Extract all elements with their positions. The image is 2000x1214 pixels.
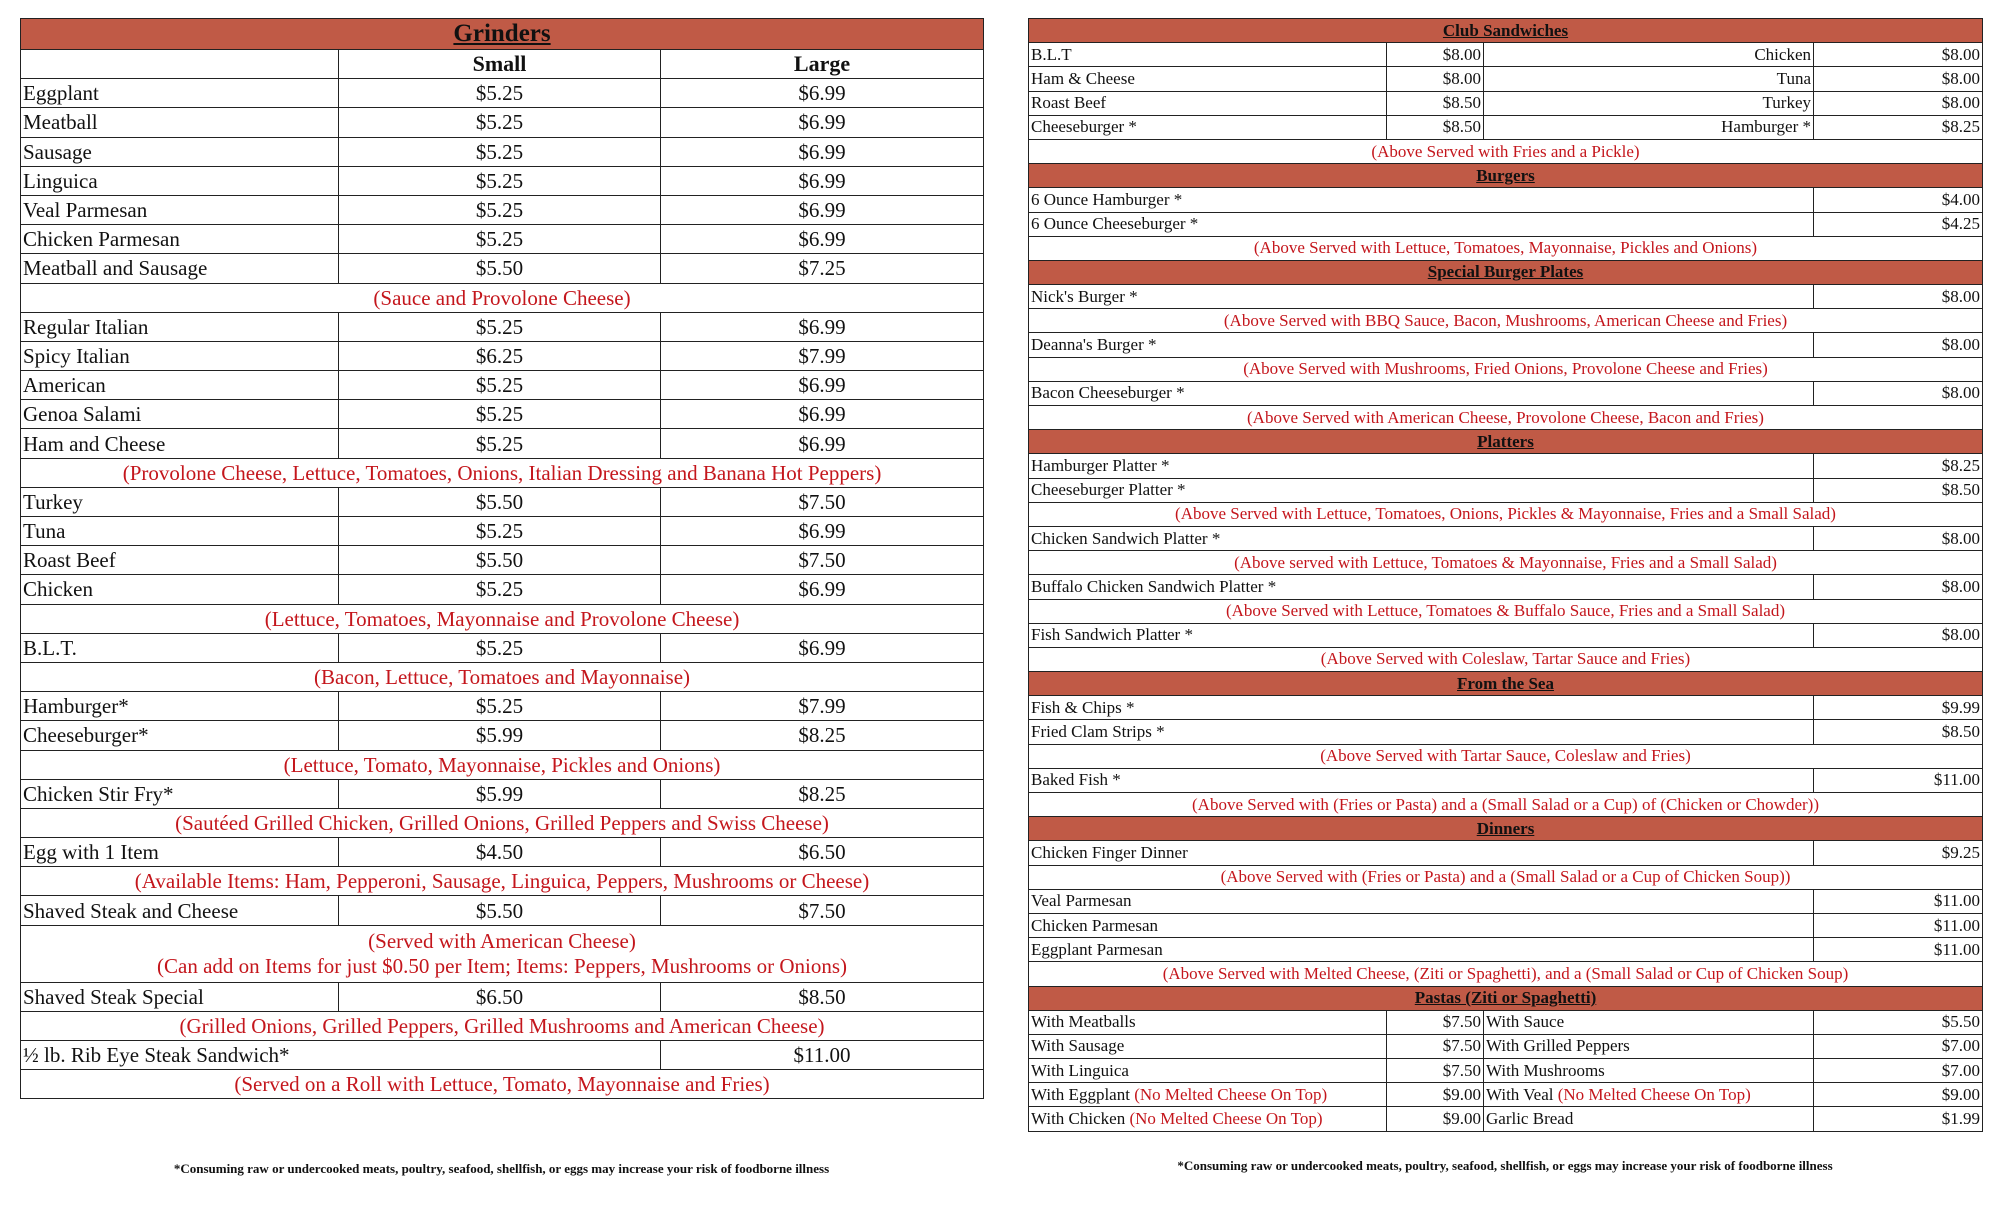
item-name: Veal Parmesan <box>1029 889 1814 913</box>
single-item-row <box>1029 285 1983 309</box>
served-with-note-row <box>1029 309 1983 333</box>
grinder-item-row <box>21 838 984 867</box>
item-name: Chicken Sandwich Platter * <box>1029 526 1814 550</box>
large-price: $6.99 <box>661 575 984 604</box>
item-price: $8.50 <box>1814 720 1983 744</box>
large-price: $7.99 <box>661 341 984 370</box>
item-price: $11.00 <box>1814 768 1983 792</box>
ingredients-note: (Grilled Onions, Grilled Peppers, Grilled Mushrooms and American Cheese) <box>21 1011 984 1040</box>
section-title <box>1029 430 1983 454</box>
ingredients-note: (Provolone Cheese, Lettuce, Tomatoes, Onions, Italian Dressing and Banana Hot Peppers) <box>21 458 984 487</box>
large-price: $6.99 <box>661 166 984 195</box>
served-with-note: (Above Served with Lettuce, Tomatoes & Buffalo Sauce, Fries and a Small Salad) <box>1029 599 1983 623</box>
note-line: (Can add on Items for just $0.50 per Item; Items: Peppers, Mushrooms or Onions) <box>157 953 848 978</box>
blank-header-cell <box>21 50 339 79</box>
large-price: $7.25 <box>661 254 984 283</box>
grinder-item-row <box>21 982 984 1011</box>
served-with-note: (Above Served with Fries and a Pickle) <box>1029 139 1983 163</box>
grinder-item-row <box>21 79 984 108</box>
single-item-row <box>1029 526 1983 550</box>
section-header-row <box>1029 19 1983 43</box>
two-item-row <box>1029 115 1983 139</box>
item-price: $7.50 <box>1387 1059 1484 1083</box>
section-title <box>1029 164 1983 188</box>
large-price: $7.50 <box>661 896 984 925</box>
item-name: Shaved Steak and Cheese <box>21 896 339 925</box>
note-line: (Served with American Cheese) <box>368 928 636 953</box>
item-price: $8.50 <box>1387 115 1484 139</box>
single-item-row <box>1029 212 1983 236</box>
item-name: ½ lb. Rib Eye Steak Sandwich* <box>21 1041 661 1070</box>
item-price: $9.25 <box>1814 841 1983 865</box>
ingredients-note: (Lettuce, Tomato, Mayonnaise, Pickles and Onions) <box>21 750 984 779</box>
grinders-column-header-row <box>21 50 984 79</box>
two-item-row <box>1029 1107 1983 1131</box>
grinders-note-row <box>21 867 984 896</box>
item-name: Buffalo Chicken Sandwich Platter * <box>1029 575 1814 599</box>
item-price: $4.00 <box>1814 188 1983 212</box>
item-price: $8.00 <box>1814 381 1983 405</box>
item-price: $8.00 <box>1814 43 1983 67</box>
item-label: With Chicken <box>1031 1109 1126 1129</box>
small-price: $5.50 <box>339 254 661 283</box>
item-name: Chicken Finger Dinner <box>1029 841 1814 865</box>
large-price: $6.99 <box>661 195 984 224</box>
item-label: With Meatballs <box>1031 1012 1136 1032</box>
section-title-text: Club Sandwiches <box>1442 20 1569 40</box>
item-name: Eggplant Parmesan <box>1029 938 1814 962</box>
item-name: Linguica <box>21 166 339 195</box>
item-price: $9.00 <box>1387 1107 1484 1131</box>
section-title-text: Platters <box>1477 431 1534 451</box>
section-header-row <box>1029 430 1983 454</box>
item-name <box>1029 1034 1387 1058</box>
sandwiches-dinners-menu <box>1028 18 1982 1132</box>
single-item-row <box>1029 696 1983 720</box>
item-label: With Sauce <box>1486 1012 1565 1032</box>
item-name <box>1484 1107 1814 1131</box>
item-name <box>1484 1034 1814 1058</box>
item-price: $8.25 <box>1814 115 1983 139</box>
item-name <box>1029 1083 1387 1107</box>
served-with-note: (Above Served with (Fries or Pasta) and a (Small Salad or a Cup) of (Chicken or Chowder)) <box>1029 793 1983 817</box>
section-title <box>1029 817 1983 841</box>
small-price: $5.25 <box>339 108 661 137</box>
ingredients-note: (Served on a Roll with Lettuce, Tomato, Mayonnaise and Fries) <box>21 1070 984 1099</box>
small-price: $5.25 <box>339 371 661 400</box>
section-header-row <box>1029 672 1983 696</box>
served-with-note: (Above Served with Tartar Sauce, Coleslaw and Fries) <box>1029 744 1983 768</box>
item-price: $7.00 <box>1814 1059 1983 1083</box>
grinders-title-text: Grinders <box>453 20 551 47</box>
small-price: $5.25 <box>339 195 661 224</box>
large-price: $6.50 <box>661 838 984 867</box>
grinder-item-row <box>21 108 984 137</box>
small-column-header: Small <box>339 50 661 79</box>
item-note: (No Melted Cheese On Top) <box>1129 1084 1328 1104</box>
single-item-row <box>1029 768 1983 792</box>
item-name <box>1029 43 1387 67</box>
section-title <box>1029 260 1983 284</box>
small-price: $5.25 <box>339 575 661 604</box>
grinders-title <box>21 19 984 50</box>
section-header-row <box>1029 986 1983 1010</box>
single-item-row <box>1029 913 1983 937</box>
served-with-note: (Above Served with (Fries or Pasta) and a (Small Salad or a Cup of Chicken Soup)) <box>1029 865 1983 889</box>
grinders-menu <box>20 18 983 1099</box>
item-name: Tuna <box>21 517 339 546</box>
served-with-note-row <box>1029 357 1983 381</box>
item-price: $8.00 <box>1814 91 1983 115</box>
grinders-note-row <box>21 808 984 837</box>
single-item-row <box>1029 575 1983 599</box>
served-with-note-row <box>1029 793 1983 817</box>
item-name <box>1484 1059 1814 1083</box>
item-name <box>1484 1010 1814 1034</box>
item-name: Hamburger* <box>21 692 339 721</box>
large-price: $8.25 <box>661 779 984 808</box>
item-label: Turkey <box>1762 93 1811 113</box>
footnote-left: *Consuming raw or undercooked meats, poultry, seafood, shellfish, or eggs may increase your risk of foodborne illness <box>173 1161 830 1176</box>
item-price: $4.25 <box>1814 212 1983 236</box>
grinder-item-row <box>21 195 984 224</box>
two-item-row <box>1029 1034 1983 1058</box>
item-name: Hamburger Platter * <box>1029 454 1814 478</box>
item-note: (No Melted Cheese On Top) <box>1125 1109 1323 1129</box>
section-title <box>1029 986 1983 1010</box>
item-label: With Veal <box>1486 1084 1554 1104</box>
item-name: Bacon Cheeseburger * <box>1029 381 1814 405</box>
grinder-item-row <box>21 721 984 750</box>
served-with-note-row <box>1029 962 1983 986</box>
single-item-row <box>1029 938 1983 962</box>
served-with-note-row <box>1029 236 1983 260</box>
item-name <box>1484 115 1814 139</box>
grinder-item-row <box>21 166 984 195</box>
item-name: Ham and Cheese <box>21 429 339 458</box>
large-price: $6.99 <box>661 633 984 662</box>
single-item-row <box>1029 720 1983 744</box>
item-name: Regular Italian <box>21 312 339 341</box>
item-name: Sausage <box>21 137 339 166</box>
item-name <box>1484 1083 1814 1107</box>
item-price: $9.00 <box>1387 1083 1484 1107</box>
item-name: Fried Clam Strips * <box>1029 720 1814 744</box>
grinder-item-row <box>21 487 984 516</box>
right-menu-table <box>1028 18 1983 1132</box>
served-with-note: (Above Served with BBQ Sauce, Bacon, Mushrooms, American Cheese and Fries) <box>1029 309 1983 333</box>
item-label: Garlic Bread <box>1486 1109 1574 1129</box>
section-header-row <box>1029 260 1983 284</box>
section-title-text: Special Burger Plates <box>1427 262 1584 282</box>
item-label: With Mushrooms <box>1486 1060 1605 1080</box>
large-column-header: Large <box>661 50 984 79</box>
item-label: Roast Beef <box>1031 93 1107 113</box>
item-price: $9.00 <box>1814 1083 1983 1107</box>
item-name: B.L.T. <box>21 633 339 662</box>
small-price: $5.25 <box>339 633 661 662</box>
small-price: $5.25 <box>339 517 661 546</box>
small-price: $5.25 <box>339 692 661 721</box>
item-price: $8.50 <box>1814 478 1983 502</box>
item-name: Meatball <box>21 108 339 137</box>
section-title <box>1029 672 1983 696</box>
item-label: B.L.T <box>1031 44 1072 64</box>
grinders-note-row <box>21 1011 984 1040</box>
served-with-note: (Above Served with Lettuce, Tomatoes, Onions, Pickles & Mayonnaise, Fries and a Small Salad) <box>1029 502 1983 526</box>
grinders-note-row <box>21 283 984 312</box>
item-price: $8.00 <box>1814 623 1983 647</box>
grinder-item-row <box>21 517 984 546</box>
grinders-header-row <box>21 19 984 50</box>
grinders-note-row <box>21 604 984 633</box>
section-title-text: Burgers <box>1476 165 1535 185</box>
served-with-note: (Above Served with American Cheese, Provolone Cheese, Bacon and Fries) <box>1029 406 1983 430</box>
served-with-note-row <box>1029 502 1983 526</box>
large-price: $6.99 <box>661 517 984 546</box>
small-price: $5.25 <box>339 429 661 458</box>
item-name: Genoa Salami <box>21 400 339 429</box>
two-item-row <box>1029 1010 1983 1034</box>
grinders-note-row <box>21 458 984 487</box>
footnote-right: *Consuming raw or undercooked meats, poultry, seafood, shellfish, or eggs may increase your risk of foodborne illness <box>1177 1158 1833 1173</box>
large-price: $6.99 <box>661 225 984 254</box>
item-label: With Linguica <box>1031 1060 1129 1080</box>
large-price: $6.99 <box>661 108 984 137</box>
ingredients-note: (Available Items: Ham, Pepperoni, Sausage, Linguica, Peppers, Mushrooms or Cheese) <box>21 867 984 896</box>
item-price: $5.50 <box>1814 1010 1983 1034</box>
item-name <box>1029 91 1387 115</box>
grinder-item-row <box>21 692 984 721</box>
item-label: Cheeseburger * <box>1031 117 1137 137</box>
single-item-row <box>1029 478 1983 502</box>
item-name <box>1029 67 1387 91</box>
served-with-note: (Above served with Lettuce, Tomatoes & Mayonnaise, Fries and a Small Salad) <box>1029 551 1983 575</box>
item-name: Spicy Italian <box>21 341 339 370</box>
large-price: $6.99 <box>661 371 984 400</box>
item-name: Shaved Steak Special <box>21 982 339 1011</box>
small-price: $5.25 <box>339 312 661 341</box>
single-item-row <box>1029 333 1983 357</box>
grinder-item-row <box>21 137 984 166</box>
item-name: Deanna's Burger * <box>1029 333 1814 357</box>
ingredients-note: (Sautéed Grilled Chicken, Grilled Onions, Grilled Peppers and Swiss Cheese) <box>21 808 984 837</box>
item-name: Cheeseburger* <box>21 721 339 750</box>
item-price: $8.25 <box>1814 454 1983 478</box>
large-price: $11.00 <box>661 1041 984 1070</box>
grinder-item-row <box>21 341 984 370</box>
grinder-item-row <box>21 429 984 458</box>
item-price: $8.00 <box>1814 285 1983 309</box>
served-with-note-row <box>1029 599 1983 623</box>
small-price: $5.99 <box>339 721 661 750</box>
item-label: With Eggplant <box>1031 1084 1130 1104</box>
section-title-text: From the Sea <box>1457 673 1554 693</box>
section-title-text: Dinners <box>1476 818 1535 838</box>
small-price: $5.50 <box>339 487 661 516</box>
small-price: $5.25 <box>339 166 661 195</box>
grinders-note-row <box>21 925 984 982</box>
item-name: Turkey <box>21 487 339 516</box>
ingredients-note: (Lettuce, Tomatoes, Mayonnaise and Provolone Cheese) <box>21 604 984 633</box>
item-label: With Sausage <box>1031 1036 1125 1056</box>
item-name: Eggplant <box>21 79 339 108</box>
served-with-note: (Above Served with Coleslaw, Tartar Sauce and Fries) <box>1029 647 1983 671</box>
item-name: Chicken Stir Fry* <box>21 779 339 808</box>
ingredients-note: (Bacon, Lettuce, Tomatoes and Mayonnaise) <box>21 662 984 691</box>
served-with-note-row <box>1029 139 1983 163</box>
small-price: $6.25 <box>339 341 661 370</box>
item-name: American <box>21 371 339 400</box>
item-label: Chicken <box>1754 44 1811 64</box>
item-name: Chicken Parmesan <box>21 225 339 254</box>
item-name: Cheeseburger Platter * <box>1029 478 1814 502</box>
item-name <box>1029 1059 1387 1083</box>
item-price: $8.00 <box>1814 333 1983 357</box>
two-item-row <box>1029 43 1983 67</box>
grinder-item-row <box>21 312 984 341</box>
served-with-note-row <box>1029 865 1983 889</box>
two-item-row <box>1029 1059 1983 1083</box>
small-price: $5.50 <box>339 896 661 925</box>
large-price: $6.99 <box>661 400 984 429</box>
served-with-note-row <box>1029 647 1983 671</box>
small-price: $5.25 <box>339 225 661 254</box>
single-item-row <box>1029 454 1983 478</box>
large-price: $7.50 <box>661 546 984 575</box>
item-name: Fish & Chips * <box>1029 696 1814 720</box>
large-price: $8.25 <box>661 721 984 750</box>
large-price: $6.99 <box>661 312 984 341</box>
large-price: $6.99 <box>661 429 984 458</box>
item-price: $11.00 <box>1814 889 1983 913</box>
grinders-table <box>20 18 984 1099</box>
served-with-note-row <box>1029 551 1983 575</box>
grinder-item-row <box>21 896 984 925</box>
item-price: $1.99 <box>1814 1107 1983 1131</box>
large-price: $7.50 <box>661 487 984 516</box>
large-price: $7.99 <box>661 692 984 721</box>
item-name <box>1029 1107 1387 1131</box>
item-price: $8.00 <box>1814 575 1983 599</box>
grinder-item-row <box>21 575 984 604</box>
item-name: Egg with 1 Item <box>21 838 339 867</box>
grinder-item-row <box>21 371 984 400</box>
grinders-note-row <box>21 750 984 779</box>
item-name <box>1484 43 1814 67</box>
item-price: $8.00 <box>1814 526 1983 550</box>
grinders-note-row <box>21 662 984 691</box>
single-item-row <box>1029 889 1983 913</box>
small-price: $6.50 <box>339 982 661 1011</box>
single-item-row <box>1029 841 1983 865</box>
small-price: $5.25 <box>339 400 661 429</box>
item-price: $11.00 <box>1814 913 1983 937</box>
item-price: $7.50 <box>1387 1010 1484 1034</box>
item-price: $8.00 <box>1387 67 1484 91</box>
item-name: Chicken Parmesan <box>1029 913 1814 937</box>
item-price: $8.00 <box>1387 43 1484 67</box>
item-name: 6 Ounce Hamburger * <box>1029 188 1814 212</box>
grinders-note-row <box>21 1070 984 1099</box>
grinder-item-row <box>21 225 984 254</box>
item-price: $7.50 <box>1387 1034 1484 1058</box>
large-price: $6.99 <box>661 79 984 108</box>
small-price: $5.25 <box>339 79 661 108</box>
item-label: With Grilled Peppers <box>1486 1036 1630 1056</box>
item-name <box>1484 67 1814 91</box>
served-with-note: (Above Served with Mushrooms, Fried Onions, Provolone Cheese and Fries) <box>1029 357 1983 381</box>
item-price: $7.00 <box>1814 1034 1983 1058</box>
single-item-row <box>1029 381 1983 405</box>
section-title-text: Pastas (Ziti or Spaghetti) <box>1414 988 1597 1008</box>
item-price: $8.00 <box>1814 67 1983 91</box>
section-header-row <box>1029 164 1983 188</box>
item-name <box>1029 1010 1387 1034</box>
item-name: Chicken <box>21 575 339 604</box>
item-name: Baked Fish * <box>1029 768 1814 792</box>
served-with-note-row <box>1029 406 1983 430</box>
item-name: Veal Parmesan <box>21 195 339 224</box>
single-item-row <box>1029 188 1983 212</box>
small-price: $5.50 <box>339 546 661 575</box>
ingredients-note: (Sauce and Provolone Cheese) <box>21 283 984 312</box>
ingredients-note <box>21 925 984 982</box>
item-name <box>1484 91 1814 115</box>
small-price: $5.99 <box>339 779 661 808</box>
item-price: $11.00 <box>1814 938 1983 962</box>
grinder-item-row <box>21 779 984 808</box>
grinder-item-row <box>21 546 984 575</box>
item-name: Fish Sandwich Platter * <box>1029 623 1814 647</box>
served-with-note: (Above Served with Melted Cheese, (Ziti or Spaghetti), and a (Small Salad or Cup of Chicken Soup) <box>1029 962 1983 986</box>
small-price: $4.50 <box>339 838 661 867</box>
grinder-item-row <box>21 400 984 429</box>
single-item-row <box>1029 623 1983 647</box>
item-name <box>1029 115 1387 139</box>
item-price: $9.99 <box>1814 696 1983 720</box>
two-item-row <box>1029 67 1983 91</box>
grinder-item-row <box>21 254 984 283</box>
served-with-note: (Above Served with Lettuce, Tomatoes, Mayonnaise, Pickles and Onions) <box>1029 236 1983 260</box>
item-name: Meatball and Sausage <box>21 254 339 283</box>
two-item-row <box>1029 1083 1983 1107</box>
item-label: Ham & Cheese <box>1031 68 1135 88</box>
item-price: $8.50 <box>1387 91 1484 115</box>
grinder-item-row <box>21 633 984 662</box>
served-with-note-row <box>1029 744 1983 768</box>
item-name: 6 Ounce Cheeseburger * <box>1029 212 1814 236</box>
large-price: $8.50 <box>661 982 984 1011</box>
grinder-item-row <box>21 1041 984 1070</box>
large-price: $6.99 <box>661 137 984 166</box>
small-price: $5.25 <box>339 137 661 166</box>
item-name: Nick's Burger * <box>1029 285 1814 309</box>
item-label: Hamburger * <box>1721 117 1811 137</box>
item-label: Tuna <box>1776 68 1811 88</box>
item-name: Roast Beef <box>21 546 339 575</box>
section-title <box>1029 19 1983 43</box>
two-item-row <box>1029 91 1983 115</box>
item-note: (No Melted Cheese On Top) <box>1553 1084 1751 1104</box>
section-header-row <box>1029 817 1983 841</box>
